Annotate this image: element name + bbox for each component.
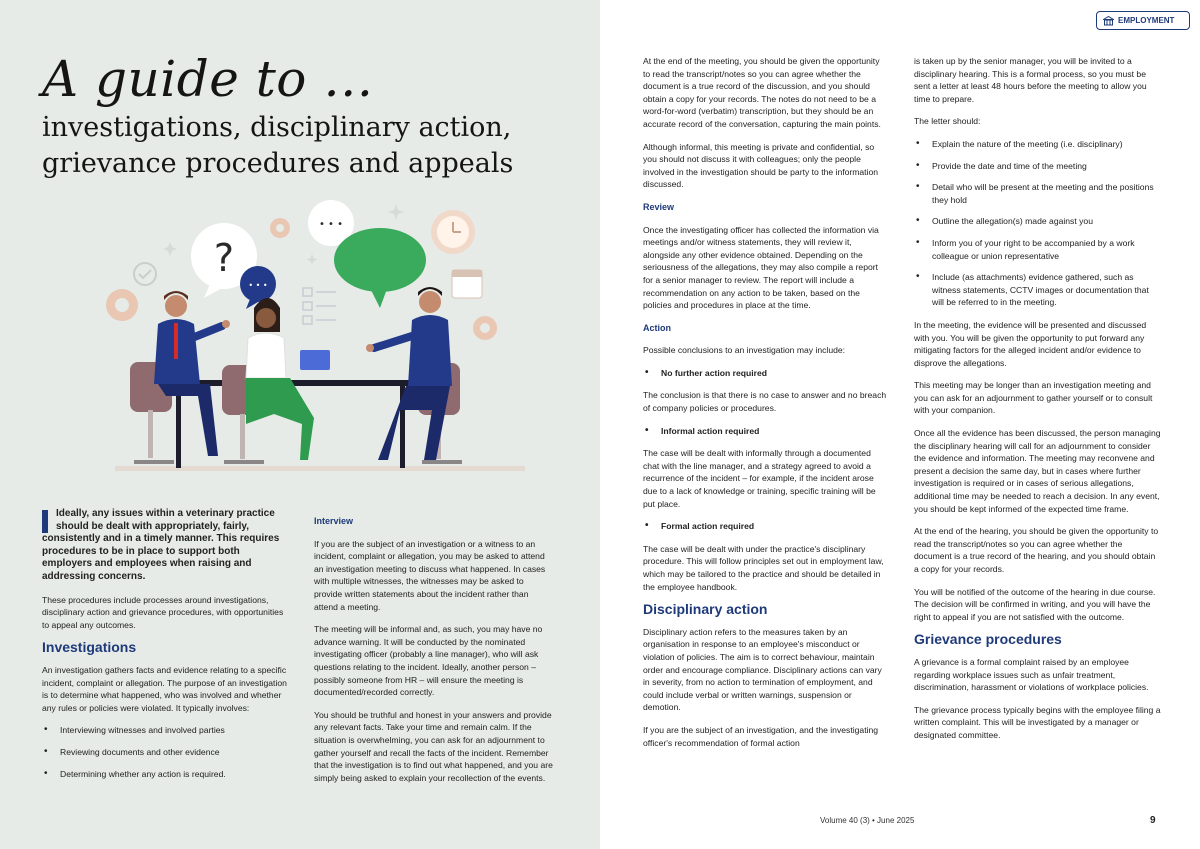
laptop bbox=[300, 350, 330, 370]
list-item: • Informal action required bbox=[643, 425, 888, 438]
grievance-heading: Grievance procedures bbox=[914, 631, 1062, 648]
gear-icon bbox=[473, 316, 497, 340]
list-item: • Explain the nature of the meeting (i.e. disciplinary) bbox=[914, 138, 1162, 151]
action-heading: Action bbox=[643, 322, 671, 333]
sparkle-icon bbox=[163, 242, 177, 256]
paragraph: The case will be dealt with informally through a documented chat with the line manager, and a strategy agreed to avoid a recurrence of the incident – for example, if the incident arose due to a lack of knowledge or training, specific training will be put place. bbox=[643, 448, 876, 509]
right-column-1 bbox=[643, 55, 888, 759]
green-bubble-icon bbox=[334, 228, 426, 308]
investigations-paragraph: An investigation gathers facts and evidence relating to a specific incident, complaint or allegation. The purpose of an investigation is to determine what happened, who was involved and whether any rules or policies were violated. It typically involves: bbox=[42, 664, 287, 713]
paragraph: The case will be dealt with under the practice's disciplinary procedure. This will follow principles set out in employment law, which may be tailored to the practice and should be detailed in the employee handbook. bbox=[643, 543, 884, 592]
footer-issue: Volume 40 (3) • June 2025 bbox=[820, 816, 915, 825]
clock-icon bbox=[431, 210, 475, 254]
check-circle-icon bbox=[134, 263, 156, 285]
title-sub-line1: investigations, disciplinary action, bbox=[42, 112, 512, 143]
action-list bbox=[643, 367, 888, 380]
svg-text:• • •: • • • bbox=[318, 219, 344, 230]
list-item: • Reviewing documents and other evidence bbox=[42, 746, 287, 759]
calendar-icon bbox=[452, 270, 482, 298]
right-page bbox=[600, 0, 1200, 849]
title-main: A guide to … bbox=[42, 50, 374, 108]
paragraph: A grievance is a formal complaint raised by an employee regarding workplace issues such as unfair treatment, discrimination, harassment or violations of workplace policies. bbox=[914, 656, 1149, 693]
list-item: • Detail who will be present at the meeting and the positions they hold bbox=[914, 181, 1162, 206]
paragraph: This meeting may be longer than an investigation meeting and you can ask for an adjournment to gather yourself or to consult with your companion. bbox=[914, 380, 1153, 416]
section-badge bbox=[1096, 11, 1190, 30]
title-sub-line2: grievance procedures and appeals bbox=[42, 148, 514, 179]
interview-heading: Interview bbox=[314, 516, 354, 526]
lead-paragraph bbox=[42, 508, 287, 584]
paragraph: At the end of the hearing, you should be given the opportunity to read the transcript/notes so you can agree whether the document is a true record of the hearing, and you should obtain a copy for your records. bbox=[914, 526, 1159, 574]
review-heading: Review bbox=[643, 201, 675, 212]
list-item: • No further action required bbox=[643, 367, 888, 380]
list-item: • Include (as attachments) evidence gathered, such as witness statements, CCTV images or documentation that will be referred to in the meeting. bbox=[914, 271, 1162, 309]
paragraph: In the meeting, the evidence will be presented and discussed with you. You will be given the opportunity to put forward any mitigating factors for the alleged incident and/or evidence to disprove the allegations. bbox=[914, 319, 1147, 368]
investigations-heading: Investigations bbox=[42, 639, 137, 656]
list-item: • Formal action required bbox=[643, 520, 888, 533]
disciplinary-heading: Disciplinary action bbox=[643, 601, 768, 618]
page-number: 9 bbox=[1150, 815, 1156, 826]
svg-text:• • •: • • • bbox=[248, 281, 268, 290]
paragraph: Once all the evidence has been discussed, the person managing the disciplinary hearing will call for an adjournment to consider the evidence and information. The meeting may reconvene and present a decision the same day, but in cases where further investigation is required or in cases of serious allegations, additional time may be needed to reach a decision. In any event, you should be kept informed of the expected time frame. bbox=[914, 428, 1161, 514]
list-item: • Interviewing witnesses and involved parties bbox=[42, 724, 287, 737]
list-item: • Determining whether any action is required. bbox=[42, 768, 287, 781]
gear-icon bbox=[106, 289, 138, 321]
person-right bbox=[366, 287, 452, 460]
paragraph: The grievance process typically begins with the employee filing a written complaint. This will be investigated by a manager or designated committee. bbox=[914, 704, 1161, 740]
person-left bbox=[154, 291, 230, 456]
list-item: • Inform you of your right to be accompanied by a work colleague or union representative bbox=[914, 237, 1162, 262]
list-item: • Outline the allegation(s) made against you bbox=[914, 215, 1162, 228]
paragraph: The meeting will be informal and, as such, you may have no advance warning. It will be conducted by the nominated investigating officer (probably a line manager), who will ask questions relating to the incident. Ideally, another person – possibly someone from HR – will ensure the meeting is documented/recorded correctly. bbox=[314, 624, 543, 698]
gear-icon bbox=[270, 218, 290, 238]
checklist-icon bbox=[303, 288, 336, 324]
meeting-illustration bbox=[100, 200, 540, 480]
letter-list bbox=[914, 138, 1162, 309]
building-icon bbox=[1103, 16, 1114, 26]
person-middle bbox=[246, 298, 330, 460]
sparkle-icon bbox=[307, 254, 318, 265]
paragraph: Disciplinary action refers to the measures taken by an organisation in response to an employee's misconduct or violation of policies. The aim is to correct behaviour, maintain order and encourage compliance. Disciplinary actions can vary in severity, from no action to termination of employment, and could include verbal or written warnings, suspension or demotion. bbox=[643, 626, 882, 713]
paragraph: If you are the subject of an investigation or a witness to an incident, complaint or allegation, you may be asked to attend an investigation meeting to discuss what happened. In cases with multiple witnesses, the witnesses may be asked to provide written statements about the incident rather than attend a meeting. bbox=[314, 538, 546, 612]
action-list bbox=[643, 520, 888, 533]
sparkle-icon bbox=[388, 204, 404, 220]
intro-paragraph: These procedures include processes around investigations, disciplinary action and grievance procedures, with opportunities to appeal any outcomes. bbox=[42, 594, 284, 630]
paragraph: The conclusion is that there is no case to answer and no breach of company policies or procedures. bbox=[643, 390, 887, 414]
left-column-2 bbox=[314, 511, 554, 794]
left-column-1 bbox=[42, 508, 287, 790]
paragraph: is taken up by the senior manager, you will be invited to a disciplinary hearing. This is a formal process, so you must be sent a letter at least 48 hours before the meeting to allow you time to prepare. bbox=[914, 56, 1147, 104]
paragraph: Although informal, this meeting is private and confidential, so you should not discuss it with colleagues; only the people involved in the investigation should be party to the information discussed. bbox=[643, 141, 879, 190]
investigations-list bbox=[42, 724, 287, 780]
list-item: • Provide the date and time of the meeting bbox=[914, 160, 1162, 173]
action-list bbox=[643, 425, 888, 438]
paragraph: At the end of the meeting, you should be given the opportunity to read the transcript/notes so you can agree whether the document is a true record of the discussion, and you should obtain a copy for your records. The notes do not need to be a word-for-word (verbatim) transcription, but they should be an accurate record of the conversation, capturing the main points. bbox=[643, 56, 881, 129]
paragraph: If you are the subject of an investigation, and the investigating officer's recommendation of formal action bbox=[643, 724, 879, 748]
right-column-2 bbox=[914, 55, 1162, 752]
paragraph: The letter should: bbox=[914, 116, 981, 127]
svg-text:?: ? bbox=[213, 236, 235, 280]
paragraph: Possible conclusions to an investigation may include: bbox=[643, 345, 846, 356]
badge-label: EMPLOYMENT bbox=[1118, 16, 1175, 25]
paragraph: You should be truthful and honest in your answers and provide any relevant facts. Take your time and remain calm. If the situation is overwhelming, you can ask for an adjournment to gather yourself and recall the facts of the incident. Remember that the investigation is to find out what happened, and you are simply being asked to explain your recollection of the events. bbox=[314, 709, 553, 783]
paragraph: Once the investigating officer has collected the information via meetings and/or witness statements, they will review it, alongside any other evidence obtained. Depending on the seriousness of the allegations, they may also compile a report for a senior manager to review. The report will include a recommendation on any action to be taken, based on the policies and procedures in place at the time. bbox=[643, 224, 879, 311]
paragraph: You will be notified of the outcome of the hearing in due course. The decision will be confirmed in writing, and you will have the right to appeal if you are not satisfied with the outcome. bbox=[914, 586, 1156, 622]
lead-text: Ideally, any issues within a veterinary practice should be dealt with appropriately, fairly, consistently and in a timely manner. This requires procedures to be in place to support both employers and employees when raising and addressing concerns. bbox=[42, 508, 280, 582]
drop-cap bbox=[42, 510, 48, 533]
